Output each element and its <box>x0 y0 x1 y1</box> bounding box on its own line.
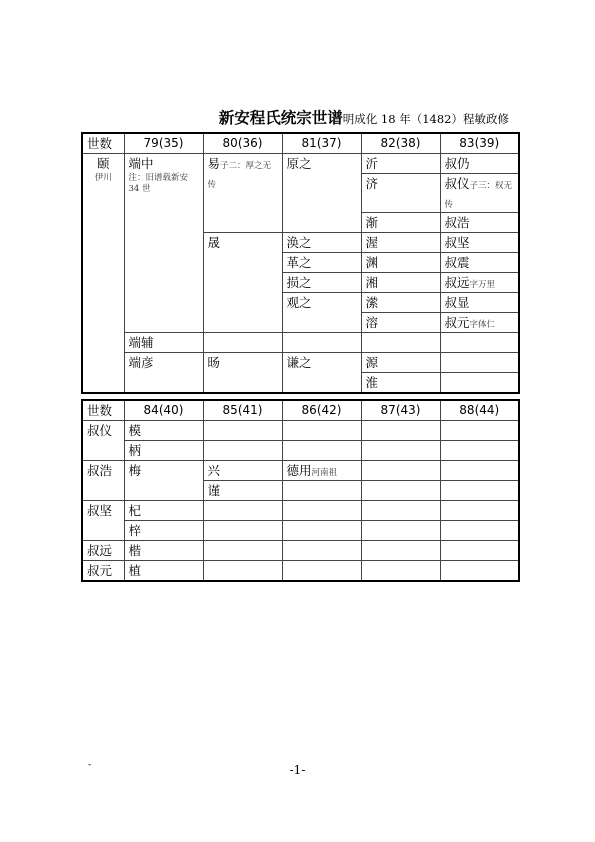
cell-yuanzhi: 原之 <box>282 154 361 233</box>
table-row <box>82 421 519 441</box>
cell-yuan2: 源 <box>361 353 440 373</box>
cell-empty <box>361 561 440 582</box>
header-gen-79: 79(35) <box>124 133 203 154</box>
cell-ji: 济 <box>361 174 440 213</box>
cell-empty <box>440 421 519 441</box>
cell-yuan: 渊 <box>361 253 440 273</box>
cell-empty <box>361 501 440 521</box>
cell-empty <box>282 481 361 501</box>
cell-mo: 模 <box>124 421 203 441</box>
cell-empty <box>361 481 440 501</box>
cell-empty <box>440 461 519 481</box>
table-row <box>82 333 519 353</box>
cell-empty <box>361 421 440 441</box>
table-row <box>82 541 519 561</box>
cell-rong: 溶 <box>361 313 440 333</box>
table1-header-row <box>82 133 519 154</box>
cell-shuhao: 叔浩 <box>440 213 519 233</box>
cell-xiang: 湘 <box>361 273 440 293</box>
cell-empty <box>282 441 361 461</box>
cell-sunzhi: 损之 <box>282 273 361 293</box>
cell-empty <box>203 441 282 461</box>
cell-shuyi: 叔仪 <box>82 421 124 461</box>
header-gen-82: 82(38) <box>361 133 440 154</box>
cell-empty <box>440 441 519 461</box>
genealogy-table-2 <box>81 399 520 582</box>
cell-empty <box>440 521 519 541</box>
header-generation: 世数 <box>82 133 124 154</box>
cell-empty <box>203 421 282 441</box>
cell-shureng: 叔仍 <box>440 154 519 174</box>
cell-yi3: 沂 <box>361 154 440 174</box>
header-gen-83: 83(39) <box>440 133 519 154</box>
table-row <box>82 521 519 541</box>
cell-huai: 淮 <box>361 373 440 394</box>
cell-ying: 潆 <box>361 293 440 313</box>
cell-jian: 渐 <box>361 213 440 233</box>
cell-jin: 谨 <box>203 481 282 501</box>
footer-mark: - <box>88 760 92 770</box>
table-row <box>82 461 519 481</box>
cell-empty <box>282 521 361 541</box>
cell-empty <box>361 541 440 561</box>
cell-empty <box>203 501 282 521</box>
table-row <box>82 154 519 174</box>
cell-empty <box>440 561 519 582</box>
cell-shujian: 叔坚 <box>82 501 124 541</box>
cell-wo: 渥 <box>361 233 440 253</box>
cell-shujian: 叔坚 <box>440 233 519 253</box>
table-row <box>82 561 519 582</box>
title-subtitle: 明成化 18 年（1482）程敏政修 <box>342 112 509 126</box>
header-gen-87: 87(43) <box>361 400 440 421</box>
page-title <box>219 106 509 128</box>
cell-yi: 颐 伊川 <box>82 154 124 394</box>
cell-xing: 兴 <box>203 461 282 481</box>
cell-guanzhi: 观之 <box>282 293 361 333</box>
cell-empty <box>361 441 440 461</box>
cell-empty <box>282 561 361 582</box>
cell-empty <box>282 421 361 441</box>
cell-gezhi: 革之 <box>282 253 361 273</box>
cell-deyong: 德用河南祖 <box>282 461 361 481</box>
cell-empty <box>282 501 361 521</box>
cell-shuyuan2: 叔元 <box>82 561 124 582</box>
cell-empty <box>440 501 519 521</box>
table-row <box>82 501 519 521</box>
cell-shuyuan: 叔远 <box>82 541 124 561</box>
cell-shuyuan: 叔远字万里 <box>440 273 519 293</box>
cell-empty <box>282 541 361 561</box>
cell-shuyi: 叔仪子三：权无传 <box>440 174 519 213</box>
header-gen-81: 81(37) <box>282 133 361 154</box>
page-number: -1- <box>289 763 306 777</box>
header-gen-80: 80(36) <box>203 133 282 154</box>
header-gen-88: 88(44) <box>440 400 519 421</box>
cell-empty <box>440 541 519 561</box>
cell-qi: 杞 <box>124 501 203 521</box>
cell-sheng: 晟 <box>203 233 282 333</box>
header-gen-85: 85(41) <box>203 400 282 421</box>
cell-zhi: 植 <box>124 561 203 582</box>
cell-empty <box>203 333 282 353</box>
cell-huanzhi: 涣之 <box>282 233 361 253</box>
header-gen-84: 84(40) <box>124 400 203 421</box>
cell-empty <box>440 333 519 353</box>
cell-empty <box>361 521 440 541</box>
cell-zi: 梓 <box>124 521 203 541</box>
table2-header-row <box>82 400 519 421</box>
cell-empty <box>440 373 519 394</box>
cell-empty <box>361 461 440 481</box>
table-row <box>82 441 519 461</box>
table-row <box>82 353 519 373</box>
cell-shuhao: 叔浩 <box>82 461 124 501</box>
cell-empty <box>203 541 282 561</box>
header-generation: 世数 <box>82 400 124 421</box>
genealogy-table-1 <box>81 132 520 394</box>
cell-empty <box>203 521 282 541</box>
cell-qianzhi: 谦之 <box>282 353 361 394</box>
cell-shuyuan2: 叔元字体仁 <box>440 313 519 333</box>
title-main: 新安程氏统宗世谱 <box>218 109 343 127</box>
cell-kai: 楷 <box>124 541 203 561</box>
cell-empty <box>203 561 282 582</box>
cell-shuzhen: 叔震 <box>440 253 519 273</box>
header-gen-86: 86(42) <box>282 400 361 421</box>
cell-yang: 旸 <box>203 353 282 394</box>
cell-empty <box>440 353 519 373</box>
cell-empty <box>440 481 519 501</box>
cell-bing: 柄 <box>124 441 203 461</box>
cell-duanyan: 端彦 <box>124 353 203 394</box>
cell-yi2: 易子二：厚之无传 <box>203 154 282 233</box>
cell-empty <box>282 333 361 353</box>
cell-duanzhong: 端中 注：旧谱载新安 34 世 <box>124 154 203 333</box>
cell-empty <box>361 333 440 353</box>
cell-mei: 梅 <box>124 461 203 501</box>
cell-duanfu: 端辅 <box>124 333 203 353</box>
cell-shuxian: 叔显 <box>440 293 519 313</box>
